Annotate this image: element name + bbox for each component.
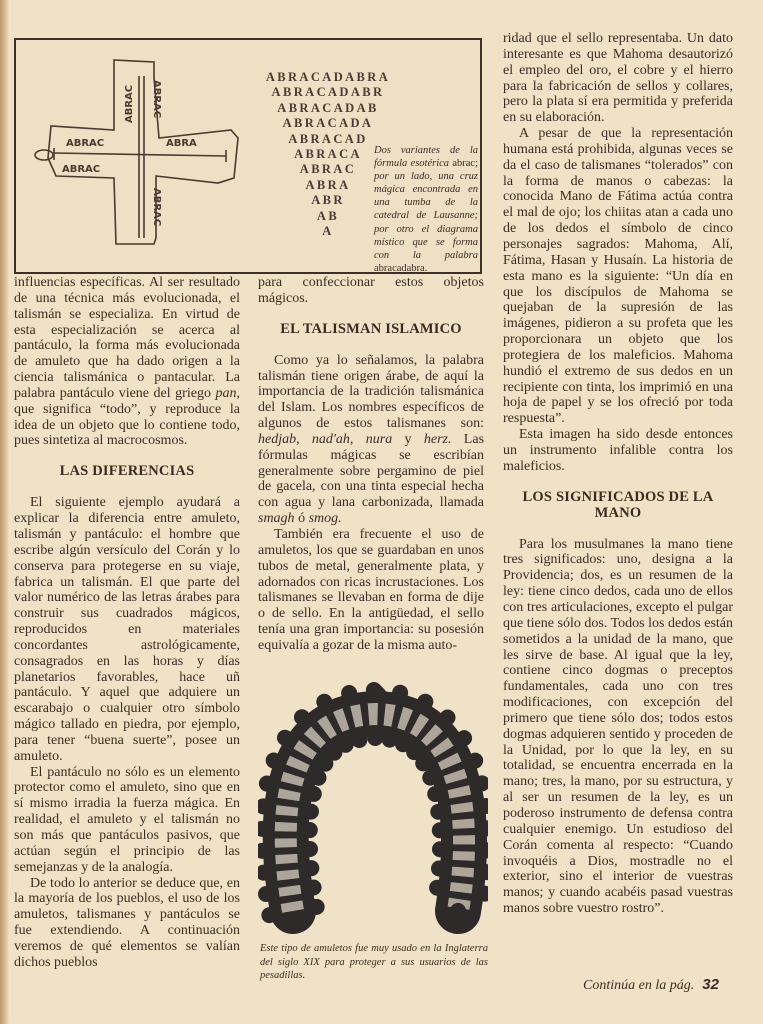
amulet-bead <box>431 860 447 876</box>
caption-text: abrac; <box>452 158 478 170</box>
section-heading: EL TALISMAN ISLAMICO <box>280 320 462 337</box>
caption-text: Dos variantes de la fórmula esotérica <box>374 145 478 170</box>
triangle-line: A <box>322 224 334 239</box>
cross-inscription: ABRAC <box>62 164 101 175</box>
italic-term: smog. <box>308 511 342 527</box>
amulet-bead <box>415 755 431 771</box>
amulet-bead <box>266 752 282 768</box>
amulet-bead <box>303 860 319 876</box>
text-run: Esta imagen ha sido desde entonces un instrumento infalible contra los maleficios. <box>503 427 733 474</box>
paragraph <box>14 275 240 449</box>
amulet-bead <box>302 841 318 857</box>
paragraph <box>503 537 733 917</box>
triangle-line: ABRACADAB <box>277 100 379 115</box>
text-run: influencias específicas. Al ser resultado de una técnica más evolucionada, el talismán se especializa. En virtud de esta especialización se acerca al pantáculo, la forma más evolucionada de amuleto que ha dado origen a la ciencia talismánica o pantacular. La palabra pantáculo viene del griego <box>14 275 240 401</box>
amulet-bead <box>467 753 483 769</box>
italic-term: pan <box>215 385 237 401</box>
amulet-bead <box>427 786 443 802</box>
amulet-bead <box>450 903 466 919</box>
cross-inscription: ABRAC <box>124 84 135 123</box>
amulet-bead <box>306 786 322 802</box>
text-run: También era frecuente el uso de amuletos, los que se guardaban en unos tubos de metal, generalmente plata, y adornados con ricas incrustaciones. Los talismanes se llevaban en forma de dije o de sello. En la antigüedad, el sello tenía una gran importancia: su posesión equivalía a gozar de la misma auto- <box>258 526 484 653</box>
amulet-bead <box>258 886 274 902</box>
amulet-caption: Este tipo de amuletos fue muy usado en la Inglaterra del siglo XIX para proteger a sus usuarios de las pesadillas. <box>260 943 488 981</box>
figure-caption <box>374 144 478 275</box>
cross-inscription: ABRAC <box>151 188 162 227</box>
figure-abracadabra <box>14 38 482 274</box>
page-number: 32 <box>702 976 719 993</box>
text-run: Como ya lo señalamos, la palabra talismán tiene origen árabe, de aquí la importancia de la tradición talismánica del Islam. Los nombres específicos de algunos de estos talismanes son: <box>258 352 484 432</box>
text-run: para confeccionar estos objetos mágicos. <box>258 275 484 306</box>
section-heading: LOS SIGNIFICADOS DE LA MANO <box>522 488 714 521</box>
text-run: A pesar de que la representación humana está prohibida, algunas veces se da el caso de talismanes “tolerados” con la forma de manos o cabezas: la conocida Mano de Fátima actúa contra el mal de ojo; los chiitas atan a cada uno de los dedos el símbolo de cinco personajes sagrados: Mahoma, Alí, Fátima, Hasan y Husaín. La historia de esta mano es la siguiente: “Un día en que los discípulos de Mahoma se quejaban de la supresión de las imágenes, pidieron a su profeta que les proporcionara un objeto que los protegiera de los maleficios. Mahoma hundió el extremo de sus dedos en un recipiente con tinta, los imprimió en una hoja de papel y se los ofreció por toda respuesta”. <box>503 126 733 427</box>
amulet-bead <box>341 685 357 701</box>
paragraph <box>14 876 240 971</box>
triangle-line: AB <box>316 208 340 223</box>
triangle-line: ABRACA <box>294 147 362 162</box>
amulet-bead <box>277 730 293 746</box>
continuation-note <box>583 976 719 994</box>
continue-text: Continúa en la pág. <box>583 978 695 993</box>
amulet-bead <box>392 685 408 701</box>
paragraph <box>503 31 733 126</box>
paragraph <box>258 353 484 527</box>
amulet-bead <box>261 907 277 923</box>
text-run: El pantáculo no sólo es un elemento protector como el amuleto, sino que en sí mismo irradia la fuerza mágica. En realidad, el amuleto y el talismán no son más que pantáculos pasivos, que actúan según el principio de las semejanzas y de la analogía. <box>14 764 240 875</box>
triangle-line: ABR <box>311 193 345 208</box>
cross-inscription: ABRAC <box>151 80 162 119</box>
article-column-3 <box>503 31 733 917</box>
italic-term: herz. <box>423 431 452 447</box>
caption-text: abracadabra. <box>374 262 428 274</box>
amulet-bead <box>430 804 446 820</box>
paragraph <box>14 495 240 764</box>
cross-inscription: ABRAC <box>66 138 105 149</box>
text-run: Para los musulmanes la mano tiene tres significados: uno, designa a la Providencia; dos, es un resumen de la ley: tiene cinco dedos, cada uno de ellos con tres articulaciones, excepto el pulgar que tiene sólo dos. Todos los dedos están sometidos a la unidad de la mano, que les sirve de base. Al igual que la ley, contiene cinco dogmas o preceptos fundamentales, cada uno con tres modificaciones, con excepción del primero que tiene sólo dos; todos estos dogmas adquieren sentido y proceden de la Unidad, por lo que la ley, en su totalidad, se encuentra encerrada en la mano; tres, la mano, por su estructura, y al ser un resumen de la ley, es un poderoso instrumento de defensa contra cualquier enemigo. Un estudioso del Corán comenta al respecto: “Cuando invoquéis a Dios, mostradle no el exterior, sino el interior de vuestras manos; y cuando acabéis pasad vuestras manos sobre vuestro rostro”. <box>503 536 733 917</box>
amulet-bead <box>440 710 456 726</box>
amulet-bead <box>294 709 310 725</box>
triangle-line: ABRACADA <box>282 116 374 131</box>
cross-inscription: ABRA <box>166 138 197 149</box>
italic-term: hedjab, nad'ah, nura <box>258 431 393 447</box>
text-run: , que significa “todo”, y reproduce la idea de un objeto que lo contiene todo, pues sintetiza al macrocosmos. <box>14 385 240 449</box>
paragraph <box>503 427 733 475</box>
triangle-line: ABRA <box>305 177 351 192</box>
amulet-bead <box>432 822 448 838</box>
amulet-bead <box>306 879 322 895</box>
amulet-bead <box>366 682 382 698</box>
article-column-1 <box>14 275 240 971</box>
paragraph <box>258 275 484 307</box>
text-run: De todo lo anterior se deduce que, en la mayoría de los pueblos, el uso de los amuletos, talismanes y pantáculos se fue extendiendo. A continuación veremos de qué elementos se valían dichos pueblos <box>14 875 240 970</box>
amulet-photo <box>258 676 488 938</box>
paragraph <box>14 765 240 876</box>
article-column-2 <box>258 275 484 654</box>
text-run: ridad que el sello representaba. Un dato interesante es que Mahoma desautorizó el empleo del oro, el cobre y el hierro para la fabricación de sellos y collares, pero la plata sí era permitida y preferida en su elaboración. <box>503 31 733 126</box>
amulet-bead <box>303 804 319 820</box>
amulet-bead <box>338 737 354 753</box>
page-binding-edge <box>0 0 9 1024</box>
text-run: Las fórmulas mágicas se escribían generalmente sobre pergamino de piel de gacela, con una tinta especial hecha con agua y lana carbonizada, llamada <box>258 431 485 511</box>
triangle-line: ABRAC <box>299 162 357 177</box>
amulet-bead <box>310 770 326 786</box>
italic-term: smagh <box>258 511 295 527</box>
amulet-bead <box>259 776 275 792</box>
amulet-bead <box>432 841 448 857</box>
section-heading: LAS DIFERENCIAS <box>59 463 195 480</box>
text-run: y <box>392 431 424 447</box>
caption-text: por un lado, una cruz mágica encontrada en una tumba de la catedral de Lausanne; por otro el diagrama místico que se forma con la palabra <box>374 171 478 261</box>
triangle-line: ABRACADABRA <box>265 70 391 84</box>
triangle-line: ABRACADABR <box>271 85 385 100</box>
amulet-bead <box>367 730 383 746</box>
amulet-bead <box>417 694 433 710</box>
amulet-bead <box>456 730 472 746</box>
amulet-bead <box>302 822 318 838</box>
magic-cross-illustration <box>26 48 256 268</box>
paragraph <box>503 126 733 427</box>
amulet-bead <box>422 770 438 786</box>
triangle-line: ABRACAD <box>288 131 368 146</box>
paragraph <box>258 527 484 654</box>
text-run: El siguiente ejemplo ayudará a explicar la diferencia entre amuleto, talismán y pantáculo: el hombre que escribe algún versículo del Corán y lo conserva para protegerse en su viaje, fabrica un talismán. El que parte del valor numérico de las letras árabes para construir sus cuadrados mágicos, reproducidos en materiales concordantes astrológicamente, consagrados en las horas y días planetarios favorables, hace uñ pantáculo. Y aquel que adquiere un escarabajo o cualquier otro símbolo mágico tallado en piedra, por ejemplo, para tener “buena suerte”, posee un amuleto. <box>14 495 240 764</box>
text-run: ó <box>294 511 309 527</box>
amulet-bead <box>309 899 325 915</box>
amulet-bead <box>429 880 445 896</box>
amulet-bead <box>316 694 332 710</box>
amulet-bead <box>351 732 367 748</box>
